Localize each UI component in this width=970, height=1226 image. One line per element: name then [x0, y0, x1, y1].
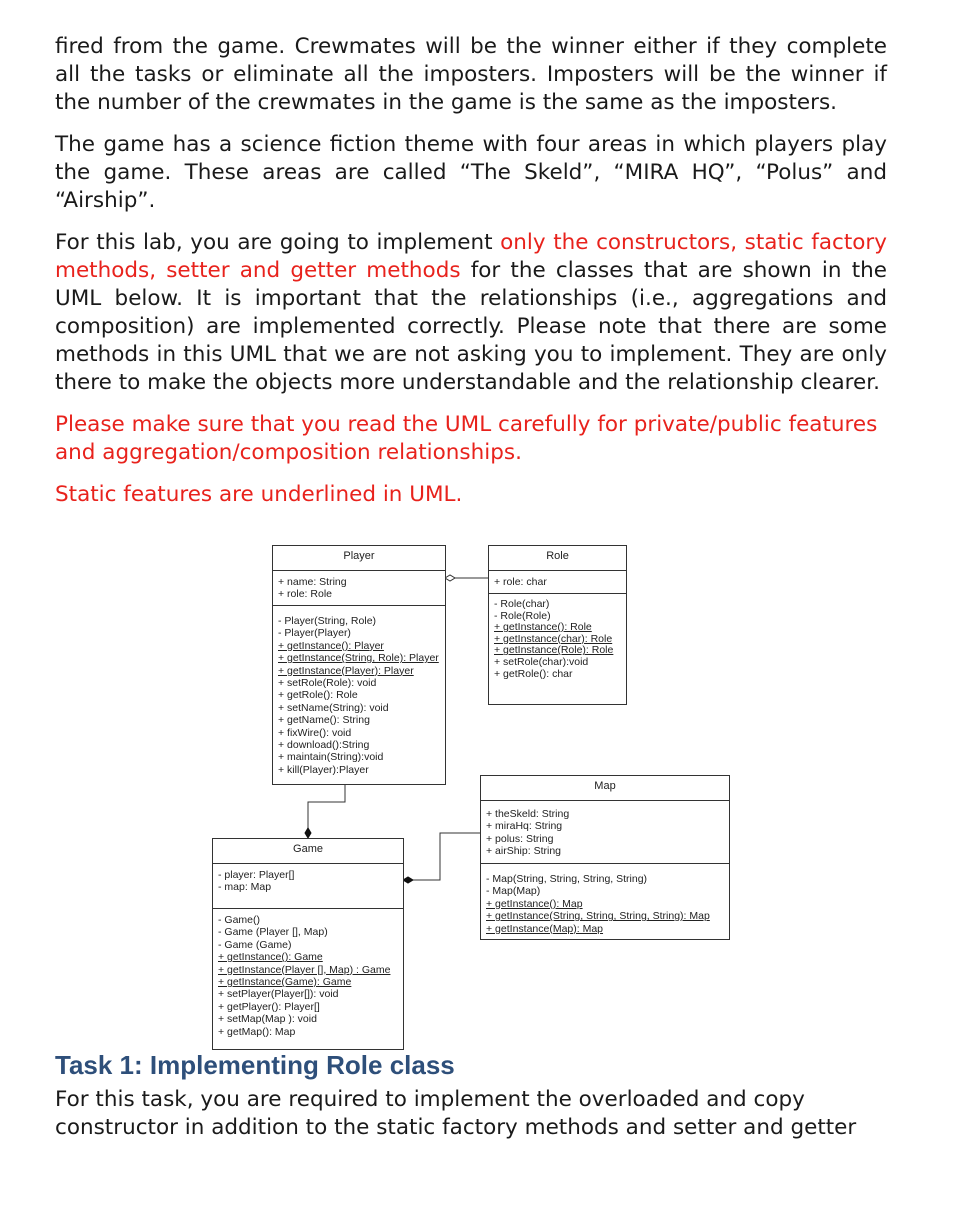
player-method: + setName(String): void [278, 701, 389, 714]
game-attr: - map: Map [218, 881, 272, 894]
task-heading: Task 1: Implementing Role class [55, 1050, 455, 1080]
lab-text-suffix: for the classes that are shown in the UML below. It is important that the relationships (i.e., aggregations and composition) are implemented correctly. Please note that there are some methods in this UML that we are not asking you to implement. They are only there to make the objects more understandable and the relationship clearer. [55, 258, 887, 395]
game-method: + getMap(): Map [218, 1025, 296, 1038]
game-method: - Game() [218, 914, 260, 926]
player-attributes [273, 571, 445, 606]
map-method: - Map(Map) [486, 885, 541, 898]
player-method: + getRole(): Role [278, 689, 358, 702]
player-attr: + name: String [278, 576, 347, 588]
warning-paragraph: Please make sure that you read the UML carefully for private/public features and aggregation/composition relationships. [55, 412, 878, 465]
player-method: + download():String [278, 739, 370, 752]
composition-diamond-icon [305, 828, 311, 838]
player-method: + getName(): String [278, 714, 370, 727]
player-method: + fixWire(): void [278, 726, 352, 739]
map-attr: + theSkeld: String [486, 808, 570, 820]
uml-class-role [488, 545, 627, 705]
player-method: + maintain(String):void [278, 751, 384, 764]
player-method: - Player(Player) [278, 627, 351, 640]
game-method: - Game (Player [], Map) [218, 926, 328, 939]
intro-paragraph: fired from the game. Crewmates will be the winner either if they complete all the tasks or eliminate all the imposters. Imposters will be the winner if the number of the crewmates in the game is the same as the imposters. [55, 34, 887, 115]
map-class-title: Map [481, 776, 729, 801]
game-class-title: Game [213, 839, 403, 864]
game-method: + getInstance(): Game [218, 951, 323, 964]
player-method: + kill(Player):Player [278, 763, 369, 776]
game-attr: - player: Player[] [218, 869, 295, 881]
composition-diamond-icon [403, 877, 413, 883]
game-method: + setMap(Map ): void [218, 1013, 317, 1026]
role-method: + getInstance(): Role [494, 621, 592, 634]
game-method: - Game (Game) [218, 938, 292, 951]
map-attributes [481, 801, 729, 864]
uml-class-player [272, 545, 446, 785]
game-map-connector [410, 833, 480, 880]
map-attr: + airShip: String [486, 845, 561, 858]
player-method: + getInstance(): Player [278, 639, 384, 652]
map-method: + getInstance(String, String, String, String): Map [486, 910, 710, 923]
game-player-connector [308, 783, 345, 831]
task-paragraph: For this task, you are required to implement the overloaded and copy constructor in addition to the static factory methods and setter and getter [55, 1087, 857, 1140]
role-attr: + role: char [494, 576, 547, 588]
role-methods [489, 594, 626, 685]
game-methods [213, 909, 403, 1043]
map-attr: + miraHq: String [486, 820, 563, 833]
role-method: - Role(Role) [494, 609, 551, 622]
uml-class-game [212, 838, 404, 1050]
game-method: + getInstance(Game): Game [218, 976, 352, 989]
player-method: + setRole(Role): void [278, 677, 377, 690]
role-method: + getRole(): char [494, 667, 573, 680]
player-method: + getInstance(Player): Player [278, 664, 414, 677]
player-class-title: Player [273, 546, 445, 571]
lab-text-highlight: only the constructors, static factory methods, setter and getter methods [55, 230, 887, 283]
lab-text-prefix: For this lab, you are going to implement [55, 230, 501, 255]
game-method: + getInstance(Player [], Map) : Game [218, 963, 391, 976]
map-attr: + polus: String [486, 832, 554, 845]
map-methods [481, 864, 729, 940]
game-method: + getPlayer(): Player[] [218, 1000, 320, 1013]
map-method: + getInstance(): Map [486, 897, 583, 910]
map-method: - Map(String, String, String, String) [486, 873, 648, 885]
static-note: Static features are underlined in UML. [55, 482, 463, 507]
aggregation-diamond-icon [445, 575, 455, 581]
role-class-title: Role [489, 546, 626, 571]
role-attributes [489, 571, 626, 594]
game-attributes [213, 864, 403, 909]
player-method: - Player(String, Role) [278, 615, 377, 627]
role-method: + getInstance(Role): Role [494, 644, 614, 657]
game-method: + setPlayer(Player[]): void [218, 988, 339, 1001]
uml-class-map [480, 775, 730, 940]
role-method: + getInstance(char): Role [494, 632, 613, 645]
player-attr: + role: Role [278, 588, 332, 601]
player-method: + getInstance(String, Role): Player [278, 652, 439, 665]
player-methods [273, 606, 445, 781]
map-method: + getInstance(Map): Map [486, 922, 604, 935]
role-method: + setRole(char):void [494, 655, 589, 668]
role-method: - Role(char) [494, 598, 550, 610]
theme-paragraph: The game has a science fiction theme with four areas in which players play the game. These areas are called “The Skeld”, “MIRA HQ”, “Polus” and “Airship”. [55, 132, 887, 213]
